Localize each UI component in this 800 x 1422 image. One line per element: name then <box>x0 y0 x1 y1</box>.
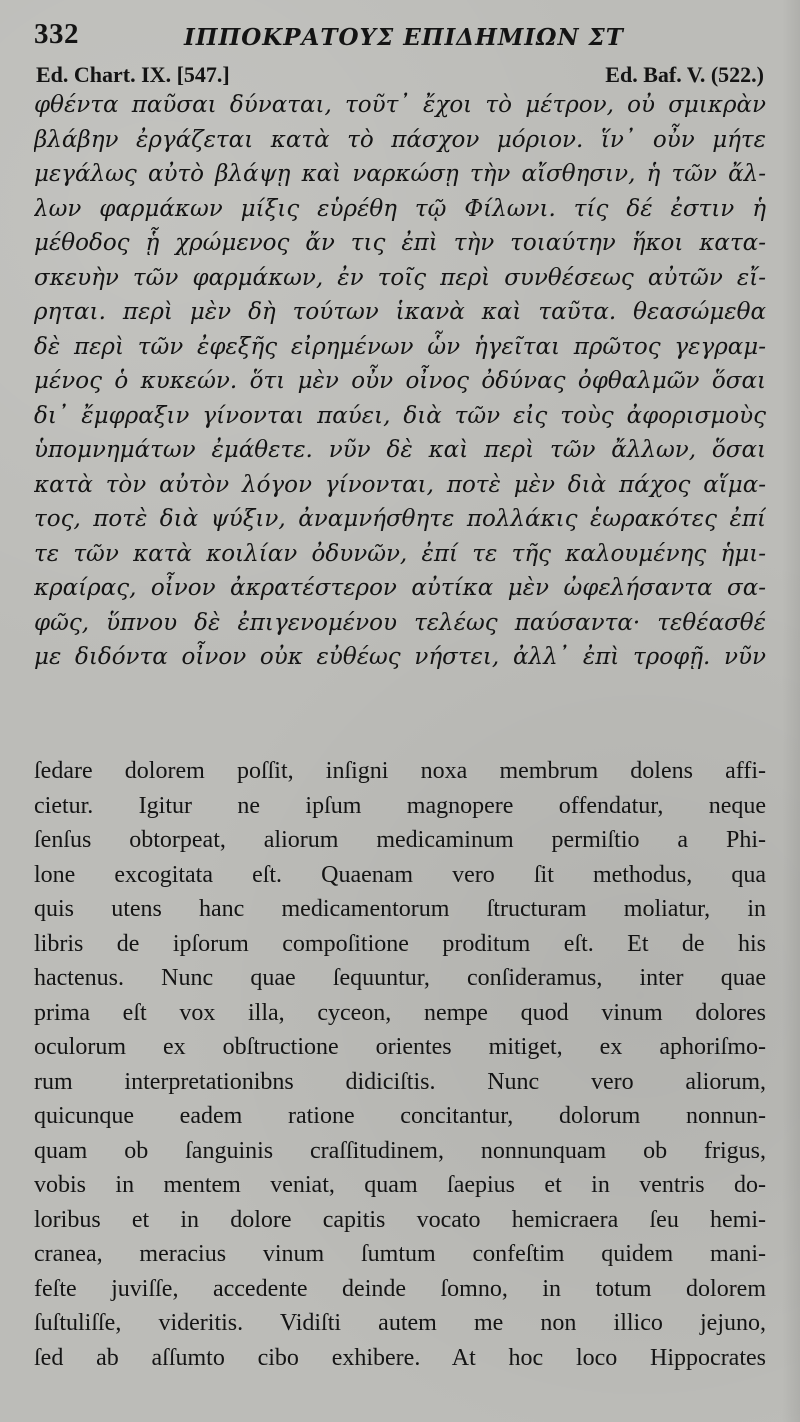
page-edge-shadow <box>782 0 800 1422</box>
greek-line: τε τῶν κατὰ κοιλίαν ὀδυνῶν, ἐπί τε τῆς καλουμένης ἡμι- <box>34 540 766 567</box>
latin-line: hactenus. Nunc quae ſequuntur, conſideramus, inter quae <box>34 965 766 991</box>
greek-line: σκευὴν τῶν φαρμάκων, ἐν τοῖς περὶ συνθέσεως αὐτῶν εἴ- <box>34 264 766 291</box>
edition-reference-left: Ed. Chart. IX. [547.] <box>36 62 230 87</box>
latin-line: quis utens hanc medicamentorum ſtructuram moliatur, in <box>34 896 766 922</box>
latin-text-block <box>34 754 766 1375</box>
latin-line: lone excogitata eſt. Quaenam vero ſit methodus, qua <box>34 861 766 888</box>
running-title: ΙΠΠΟΚΡΑΤΟΥΣ ΕΠΙΔΗΜΙΩΝ ΣΤ <box>184 24 624 51</box>
latin-line: ſedare dolorem poſſit, inſigni noxa membrum dolens affi- <box>34 758 766 784</box>
greek-line: λων φαρμάκων μίξις εὑρέθη τῷ Φίλωνι. τίς δέ ἐστιν ἡ <box>34 195 766 222</box>
edition-reference-right: Ed. Baf. V. (522.) <box>605 62 764 87</box>
latin-line: ſuſtuliſſe, videritis. Vidiſti autem me non illico jejuno, <box>34 1310 766 1336</box>
greek-line: δι᾽ ἔμφραξιν γίνονται παύει, διὰ τῶν εἰς τοὺς ἀφορισμοὺς <box>34 402 766 429</box>
greek-line: δὲ περὶ τῶν ἐφεξῆς εἰρημένων ὧν ἡγεῖται πρῶτος γεγραμ- <box>34 333 766 360</box>
greek-line: κατὰ τὸν αὐτὸν λόγον γίνονται, ποτὲ μὲν διὰ πάχος αἵμα- <box>34 471 766 498</box>
latin-line: quam ob ſanguinis craſſitudinem, nonnunquam ob frigus, <box>34 1137 766 1164</box>
latin-line: rum interpretationibns didiciſtis. Nunc vero aliorum, <box>34 1068 766 1095</box>
greek-line: μέθοδος ᾗ χρώμενος ἄν τις ἐπὶ τὴν τοιαύτην ἥκοι κατα- <box>34 230 766 256</box>
greek-text-block <box>34 88 766 675</box>
greek-line: βλάβην ἐργάζεται κατὰ τὸ πάσχον μόριον. ἵν᾽ οὖν μήτε <box>34 126 766 153</box>
latin-line: ſenſus obtorpeat, aliorum medicaminum permiſtio a Phi- <box>34 827 766 853</box>
page-header <box>34 16 770 56</box>
greek-line: ρηται. περὶ μὲν δὴ τούτων ἱκανὰ καὶ ταῦτα. θεασώμεθα <box>34 299 766 325</box>
show-through-text <box>110 692 770 718</box>
latin-line: prima eſt vox illa, cyceon, nempe quod vinum dolores <box>34 999 766 1026</box>
latin-line: cietur. Igitur ne ipſum magnopere offendatur, neque <box>34 792 766 819</box>
greek-line: μένος ὁ κυκεών. ὅτι μὲν οὖν οἶνος ὀδύνας ὀφθαλμῶν ὅσαι <box>34 368 766 394</box>
greek-line: φῶς, ὕπνου δὲ ἐπιγενομένου τελέως παύσαντα· τεθέασθέ <box>34 609 766 636</box>
page-number: 332 <box>34 18 79 50</box>
latin-line: loribus et in dolore capitis vocato hemicraera ſeu hemi- <box>34 1206 766 1233</box>
greek-line: φθέντα παῦσαι δύναται, τοῦτ᾽ ἔχοι τὸ μέτρον, οὐ σμικρὰν <box>34 92 766 118</box>
greek-line: κραίρας, οἶνον ἀκρατέστερον αὐτίκα μὲν ὠφελήσαντα σα- <box>34 575 766 601</box>
latin-line: ſed ab aſſumto cibo exhibere. At hoc loco Hippocrates <box>34 1344 766 1371</box>
latin-line: cranea, meracius vinum ſumtum confeſtim quidem mani- <box>34 1241 766 1267</box>
greek-line: τος, ποτὲ διὰ ψύξιν, ἀναμνήσθητε πολλάκις ἑωρακότες ἐπί <box>34 506 766 532</box>
latin-line: oculorum ex obſtructione orientes mitiget, ex aphoriſmo- <box>34 1034 766 1060</box>
greek-line: μεγάλως αὐτὸ βλάψῃ καὶ ναρκώσῃ τὴν αἴσθησιν, ἡ τῶν ἄλ- <box>34 161 766 187</box>
greek-line: με διδόντα οἶνον οὐκ εὐθέως νήστει, ἀλλ᾽ ἐπὶ τροφῇ. νῦν <box>34 644 766 670</box>
latin-line: feſte juviſſe, accedente deinde ſomno, in totum dolorem <box>34 1275 766 1302</box>
greek-line: ὑπομνημάτων ἐμάθετε. νῦν δὲ καὶ περὶ τῶν ἄλλων, ὅσαι <box>34 437 766 463</box>
latin-line: vobis in mentem veniat, quam ſaepius et in ventris do- <box>34 1172 766 1198</box>
latin-line: quicunque eadem ratione concitantur, dolorum nonnun- <box>34 1103 766 1129</box>
latin-line: libris de ipſorum compoſitione proditum eſt. Et de his <box>34 930 766 957</box>
